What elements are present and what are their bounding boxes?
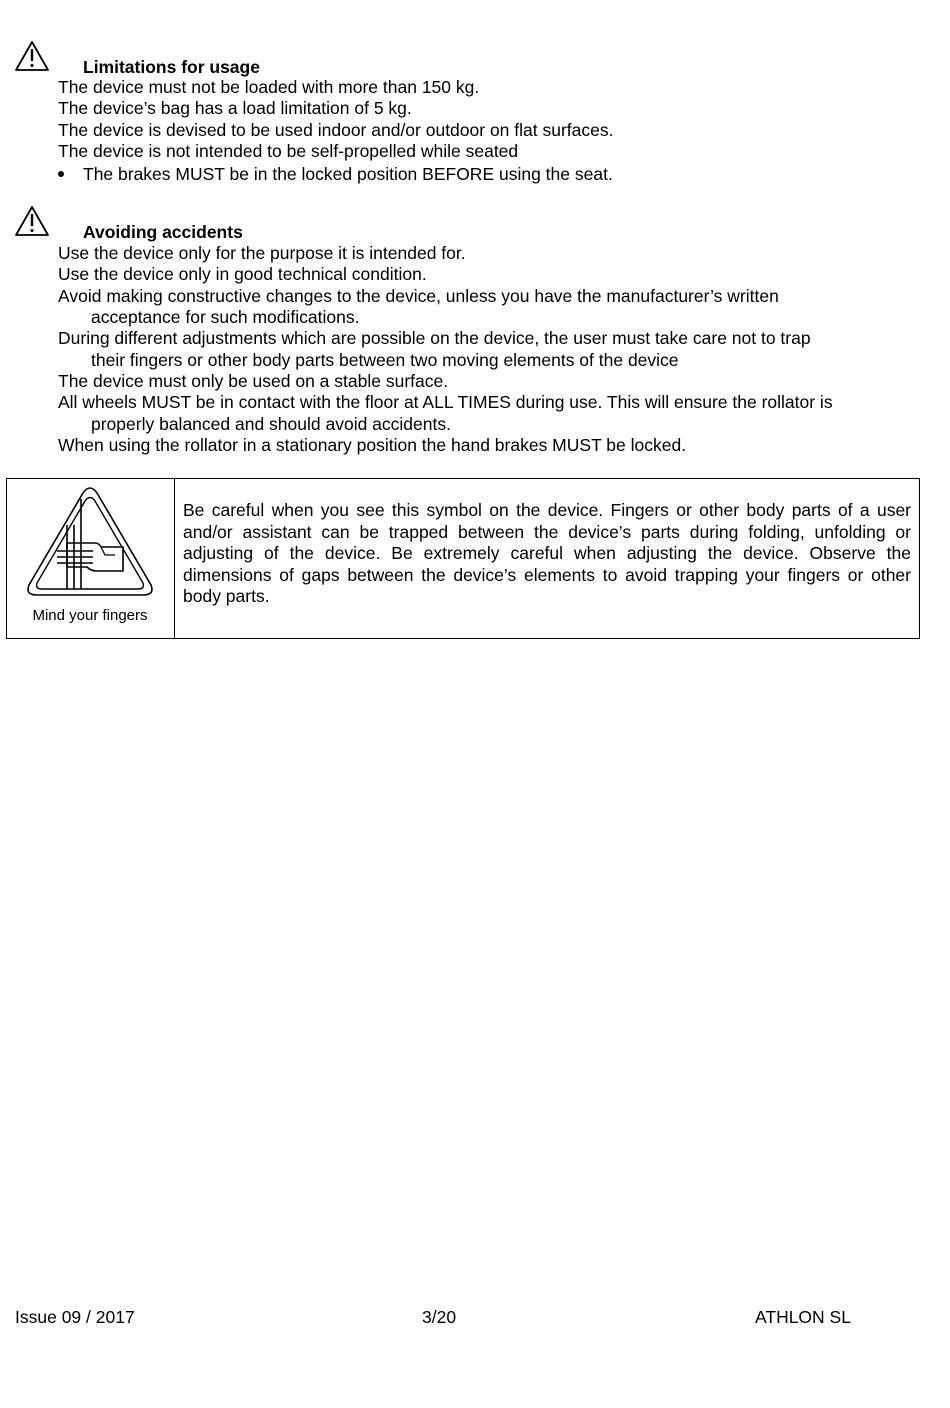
accident-line: acceptance for such modifications.	[91, 307, 360, 327]
accident-line: When using the rollator in a stationary position the hand brakes MUST be locked.	[58, 435, 687, 455]
notice-divider	[174, 479, 175, 638]
accident-line: All wheels MUST be in contact with the floor at ALL TIMES during use. This will ensure the rollator is	[58, 392, 833, 412]
finger-trap-icon	[23, 485, 157, 603]
bullet-icon	[58, 171, 64, 177]
accident-line: their fingers or other body parts between two moving elements of the device	[91, 350, 679, 370]
accident-line: Use the device only in good technical condition.	[58, 264, 427, 284]
accident-line: Use the device only for the purpose it is intended for.	[58, 243, 466, 263]
symbol-caption: Mind your fingers	[32, 607, 148, 624]
notice-text: Be careful when you see this symbol on the device. Fingers or other body parts of a user and/or assistant can be trapped between the device’s parts during folding, unfolding or adjusting of the device. Be extremely careful when adjusting the device. Observe the dimensions of gaps between the device’s elements to avoid trapping your fingers or other body parts.	[183, 500, 911, 606]
accident-line: properly balanced and should avoid accidents.	[91, 414, 451, 434]
limitation-line: The device is not intended to be self-propelled while seated	[58, 141, 519, 161]
finger-trap-notice	[6, 478, 920, 639]
accident-line: During different adjustments which are possible on the device, the user must take care not to trap	[58, 328, 811, 348]
footer-page-number: 3/20	[422, 1307, 457, 1327]
limitation-line: The device’s bag has a load limitation of 5 kg.	[58, 98, 412, 118]
section-title-accidents: Avoiding accidents	[83, 222, 243, 242]
section-title-limitations: Limitations for usage	[83, 57, 260, 77]
limitation-line: The device must not be loaded with more than 150 kg.	[58, 77, 480, 97]
warning-icon	[14, 205, 50, 237]
limitation-line: The device is devised to be used indoor and/or outdoor on flat surfaces.	[58, 120, 614, 140]
limitation-bullet: The brakes MUST be in the locked position BEFORE using the seat.	[83, 164, 613, 184]
footer-issue: Issue 09 / 2017	[15, 1307, 135, 1327]
warning-icon	[14, 40, 50, 72]
accident-line: The device must only be used on a stable surface.	[58, 371, 449, 391]
footer-product: ATHLON SL	[755, 1307, 851, 1327]
accident-line: Avoid making constructive changes to the device, unless you have the manufacturer’s written	[58, 286, 779, 306]
